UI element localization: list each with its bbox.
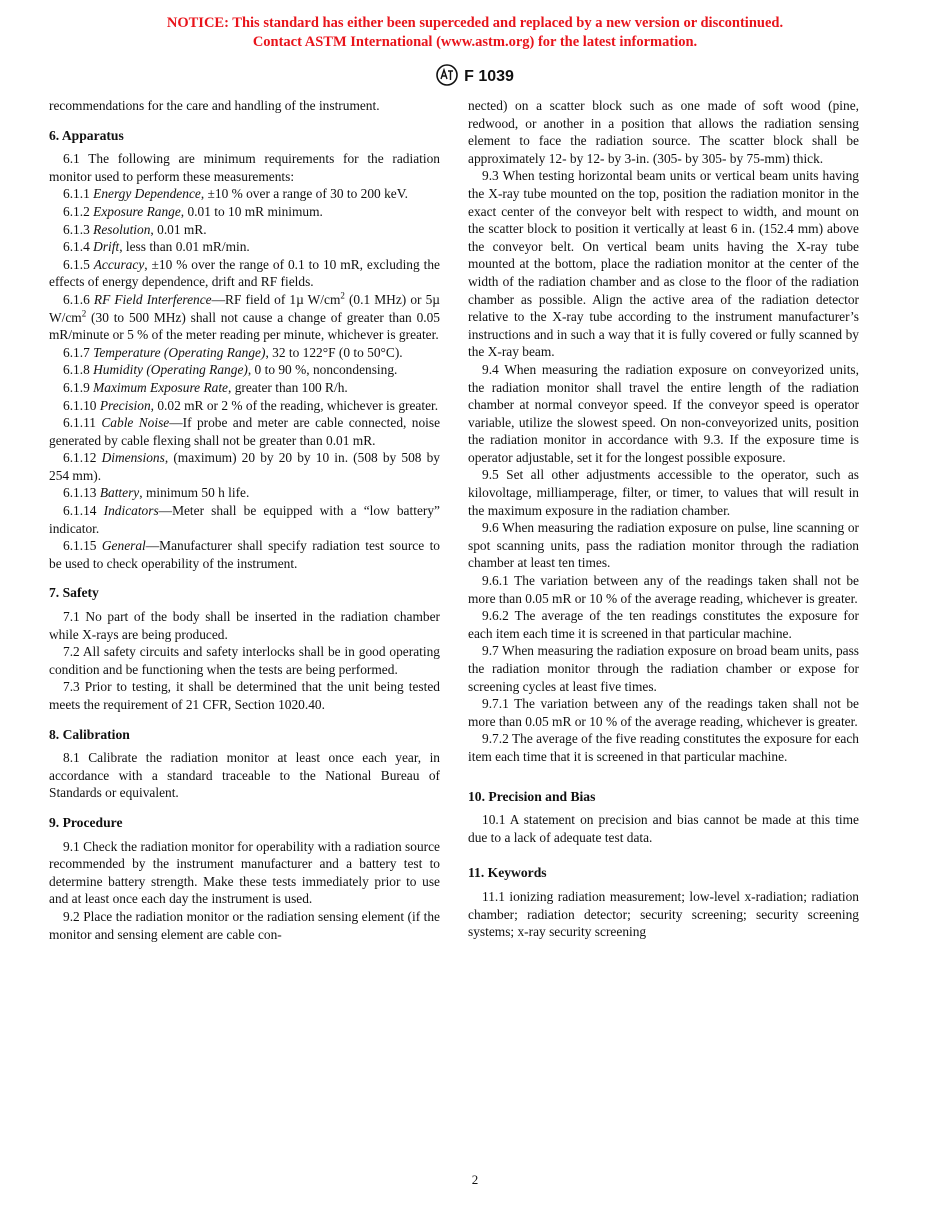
item-6-1-1: 6.1.1 Energy Dependence, ±10 % over a range of 30 to 200 keV. xyxy=(63,186,408,202)
section-heading-keywords: 11. Keywords xyxy=(468,865,547,881)
astm-logo-icon xyxy=(436,64,458,86)
paragraph-9-3: 9.3 When testing horizontal beam units or vertical beam units having the X-ray tube mounted on the top, position the radiation monitor in the exact center of the conveyor belt with respect to width, and mount on the scatter block to position it vertically at least 6 in. (152.4 mm) above the conveyor belt. On vertical beam units having the X-ray tube mounted at the bottom, place the radiation monitor at the center of the width of the radiation chamber and as close to the floor of the radiation chamber as possible. Align the active area of the radiation detector relative to the X-ray tube according to the instrument manufacturer’s instructions and in such a way that it is fully covered or fully scanned by the X-ray beam. xyxy=(468,168,859,360)
item-6-1-9: 6.1.9 Maximum Exposure Rate, greater than 100 R/h. xyxy=(63,379,348,395)
section-heading-calibration: 8. Calibration xyxy=(49,726,130,742)
item-6-1-7: 6.1.7 Temperature (Operating Range), 32 to 122°F (0 to 50°C). xyxy=(63,344,403,360)
paragraph-7-3: 7.3 Prior to testing, it shall be determined that the unit being tested meets the requirement of 21 CFR, Section 1020.40. xyxy=(49,679,440,712)
right-column xyxy=(468,97,859,941)
paragraph-6-1: 6.1 The following are minimum requirements for the radiation monitor used to perform these measurements: xyxy=(49,151,440,184)
paragraph-9-7-1: 9.7.1 The variation between any of the readings taken shall not be more than 0.05 mR or 10 % of the average reading, whichever is greater. xyxy=(468,696,859,729)
notice-banner xyxy=(0,14,950,52)
item-6-1-12: 6.1.12 Dimensions, (maximum) 20 by 20 by 10 in. (508 by 508 by 254 mm). xyxy=(49,450,440,483)
item-6-1-3: 6.1.3 Resolution, 0.01 mR. xyxy=(63,221,207,237)
section-heading-apparatus: 6. Apparatus xyxy=(49,127,124,143)
item-6-1-13: 6.1.13 Battery, minimum 50 h life. xyxy=(63,485,250,501)
paragraph-9-4: 9.4 When measuring the radiation exposure on conveyorized units, the radiation monitor shall travel the entire length of the radiation chamber at normal conveyor speed. If the conveyor speed is operator variable, utilize the slowest speed. On non-conveyorized units, position the radiation monitor in accordance with 9.3. If the exposure time is operator adjustable, set it for the longest possible exposure. xyxy=(468,361,859,465)
item-6-1-8: 6.1.8 Humidity (Operating Range), 0 to 90 %, noncondensing. xyxy=(63,362,398,378)
section-heading-procedure: 9. Procedure xyxy=(49,814,123,830)
paragraph-9-7: 9.7 When measuring the radiation exposure on broad beam units, pass the radiation monitor through the radiation chamber or expose for screening cycles at least five times. xyxy=(468,643,859,694)
document-header xyxy=(0,64,950,86)
item-6-1-6: 6.1.6 RF Field Interference—RF field of 1µ $W/cm^2$ (0.1 MHz) or 5µ $W/cm^2$ (30 to 500 MHz) shall not cause a change of greater than 0.05 mR/minute or 5 % of the meter reading per minute, whichever is greater. xyxy=(49,290,440,343)
paragraph-9-6: 9.6 When measuring the radiation exposure on pulse, line scanning or spot scanning units, pass the radiation monitor through the radiation chamber at least ten times. xyxy=(468,520,859,571)
section-heading-safety: 7. Safety xyxy=(49,585,99,601)
paragraph-11-1: 11.1 ionizing radiation measurement; low-level x-radiation; radiation chamber; radiation detector; security screening; security screening systems; x-ray security screening xyxy=(468,888,859,940)
paragraph-9-1: 9.1 Check the radiation monitor for operability with a radiation source recommended by the instrument manufacturer and a battery test to determine battery strength. Make these tests immediately prior to use and at least once each day the instrument is used. xyxy=(49,838,440,907)
paragraph-9-6-2: 9.6.2 The average of the ten readings constitutes the exposure for each item each time it is screened in that particular machine. xyxy=(468,608,859,641)
section-heading-precision-bias: 10. Precision and Bias xyxy=(468,788,596,804)
paragraph-9-2: 9.2 Place the radiation monitor or the radiation sensing element (if the monitor and sensing element are cable con- xyxy=(49,908,440,942)
item-6-1-14: 6.1.14 Indicators—Meter shall be equipped with a “low battery” indicator. xyxy=(49,503,440,536)
paragraph-10-1: 10.1 A statement on precision and bias cannot be made at this time due to a lack of adequate test data. xyxy=(468,812,859,845)
notice-line-1: NOTICE: This standard has either been superceded and replaced by a new version or discontinued. xyxy=(166,15,784,31)
paragraph-9-5: 9.5 Set all other adjustments accessible to the operator, such as kilovoltage, milliamperage, filter, or timer, to values that will result in the maximum exposure in the radiation chamber. xyxy=(468,467,859,518)
item-6-1-10: 6.1.10 Precision, 0.02 mR or 2 % of the reading, whichever is greater. xyxy=(63,397,439,413)
item-6-1-4: 6.1.4 Drift, less than 0.01 mR/min. xyxy=(63,239,250,255)
item-6-1-2: 6.1.2 Exposure Range, 0.01 to 10 mR minimum. xyxy=(63,203,323,219)
designation: F 1039 xyxy=(464,68,514,85)
intro-paragraph: recommendations for the care and handling of the instrument. xyxy=(49,98,380,113)
item-6-1-11: 6.1.11 Cable Noise—If probe and meter are cable connected, noise generated by cable flexing shall not be greater than 0.01 mR. xyxy=(49,415,441,448)
paragraph-9-7-2: 9.7.2 The average of the five reading constitutes the exposure for each item each time that it is screened in that particular machine. xyxy=(468,731,859,764)
paragraph-7-1: 7.1 No part of the body shall be inserted in the radiation chamber while X-rays are being produced. xyxy=(49,609,440,642)
left-column xyxy=(49,97,440,943)
paragraph-9-6-1: 9.6.1 The variation between any of the readings taken shall not be more than 0.05 mR or 10 % of the average reading, whichever is greater. xyxy=(468,573,859,606)
notice-line-2: Contact ASTM International (www.astm.org) for the latest information. xyxy=(252,34,698,50)
item-6-1-5: 6.1.5 Accuracy, ±10 % over the range of 0.1 to 10 mR, excluding the effects of energy dependence, drift and RF fields. xyxy=(49,256,440,290)
item-6-1-15: 6.1.15 General—Manufacturer shall specify radiation test source to be used to check operability of the instrument. xyxy=(49,538,440,571)
paragraph-7-2: 7.2 All safety circuits and safety interlocks shall be in good operating condition and be functioning when the tests are being performed. xyxy=(49,644,440,677)
paragraph-9-2-continued: nected) on a scatter block such as one made of soft wood (pine, redwood, or another in a position that allows the radiation sensing element to face the radiation source. The scatter block shall be approximately 12- by 12- by 3-in. (305- by 305- by 75-mm) thick. xyxy=(468,98,859,166)
paragraph-8-1: 8.1 Calibrate the radiation monitor at least once each year, in accordance with a standard traceable to the National Bureau of Standards or equivalent. xyxy=(49,750,440,801)
page-number: 2 xyxy=(471,1172,479,1187)
